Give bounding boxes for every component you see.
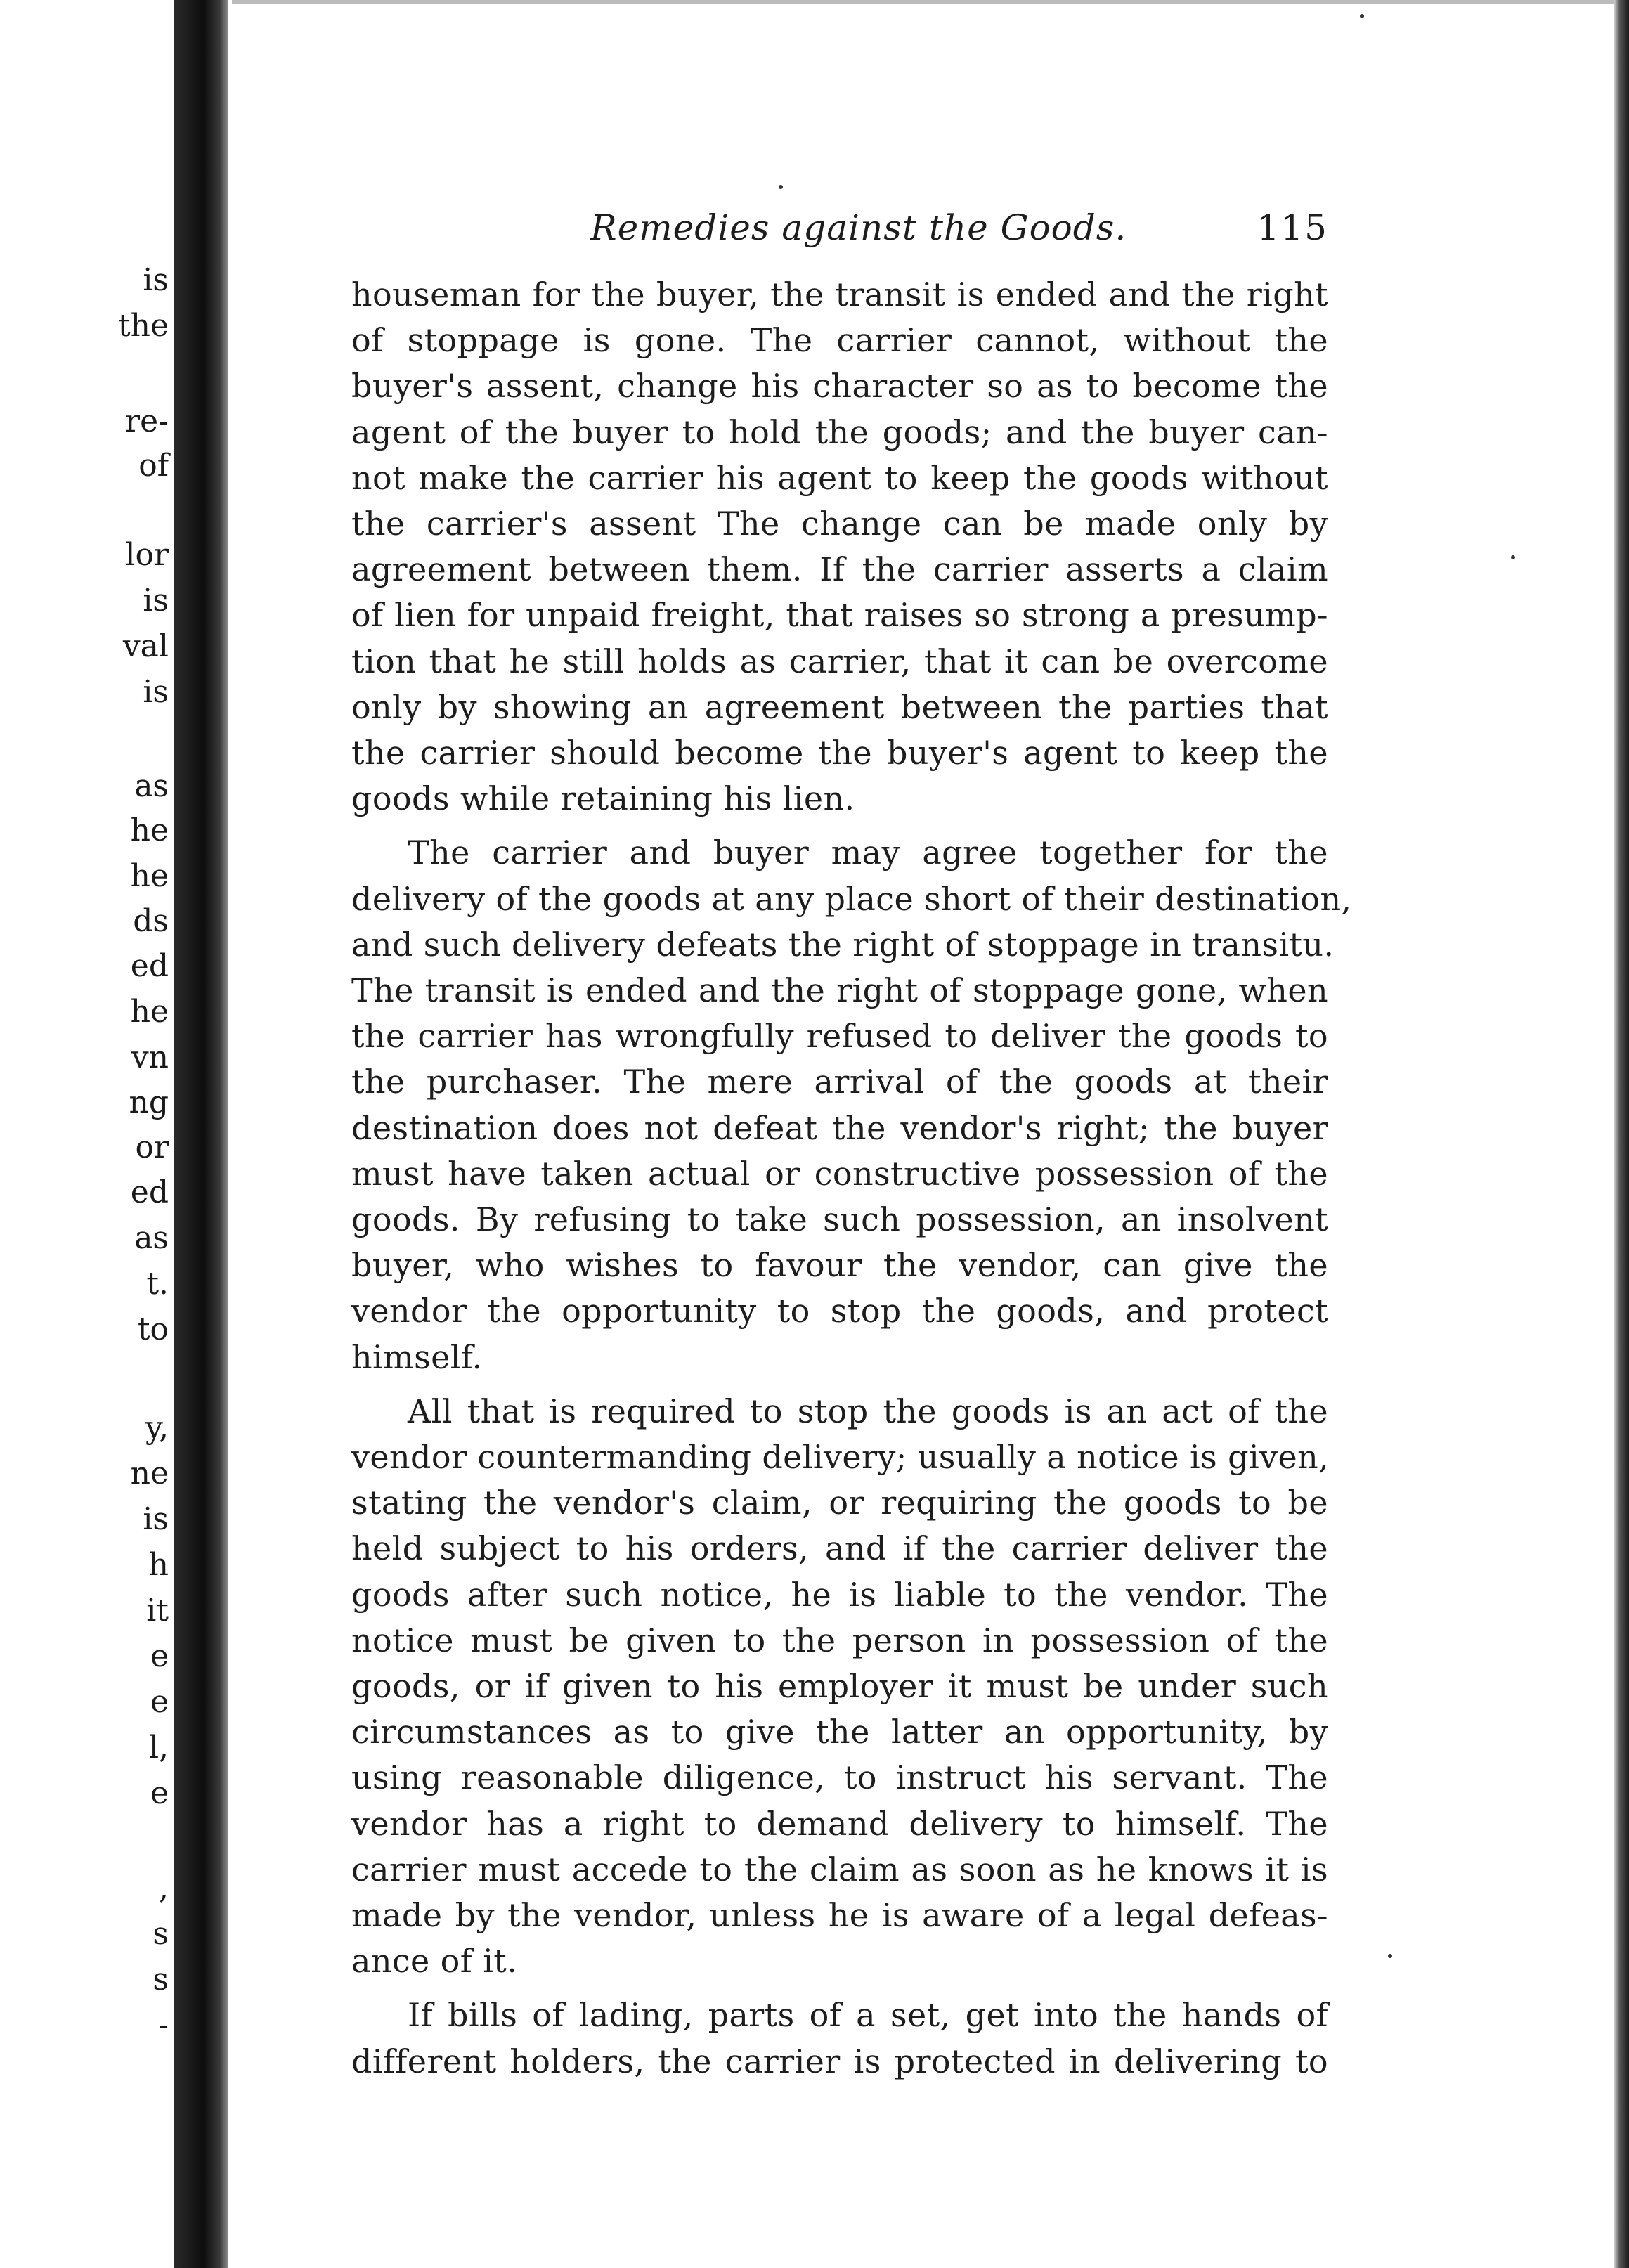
- text-line: made by the vendor, unless he is aware of a legal defeas-: [351, 1896, 1328, 1934]
- facing-page-fragment: lor: [125, 537, 169, 573]
- text-line: goods. By refusing to take such possession, an insolvent: [351, 1200, 1328, 1238]
- facing-page-fragment: val: [122, 628, 169, 664]
- facing-page-fragment: e: [150, 1684, 169, 1720]
- facing-page-fragment: it: [146, 1593, 169, 1628]
- facing-page-fragment: vn: [131, 1039, 169, 1075]
- facing-page-fragment: l,: [148, 1730, 169, 1765]
- facing-page-fragment: is: [143, 1501, 169, 1537]
- scan-speck: [779, 185, 783, 189]
- facing-page-fragment: as: [134, 768, 169, 804]
- text-line: agreement between them. If the carrier asserts a claim: [351, 550, 1328, 589]
- text-line: of stoppage is gone. The carrier cannot, without the: [351, 321, 1328, 360]
- text-line: notice must be given to the person in possession of the: [351, 1621, 1328, 1659]
- book-gutter-shadow: [174, 0, 228, 2268]
- text-line: vendor the opportunity to stop the goods, and protect: [351, 1292, 1328, 1330]
- scan-top-edge: [232, 0, 1614, 4]
- facing-page-fragment: he: [130, 994, 169, 1030]
- facing-page-fragment: is: [143, 583, 169, 618]
- text-line: If bills of lading, parts of a set, get into the hands of: [408, 1996, 1328, 2035]
- text-line: held subject to his orders, and if the carrier deliver the: [351, 1529, 1328, 1568]
- text-line: not make the carrier his agent to keep the goods without: [351, 458, 1328, 497]
- facing-page-fragment: is: [143, 262, 169, 298]
- facing-page-fragment: h: [148, 1547, 169, 1583]
- facing-page-fragment: s: [152, 1962, 169, 1997]
- running-head-title: Remedies against the Goods.: [590, 207, 1127, 248]
- text-line: carrier must accede to the claim as soon as he knows it is: [351, 1850, 1328, 1888]
- text-line: goods after such notice, he is liable to the vendor. The: [351, 1575, 1328, 1614]
- text-line: tion that he still holds as carrier, that it can be overcome: [351, 642, 1328, 680]
- facing-page-fragment: or: [135, 1129, 169, 1165]
- text-line: destination does not defeat the vendor's right; the buyer: [351, 1108, 1328, 1147]
- text-line: only by showing an agreement between the parties that: [351, 687, 1328, 726]
- text-line: vendor has a right to demand delivery to himself. The: [351, 1804, 1328, 1843]
- facing-page-fragment: ed: [130, 948, 169, 984]
- facing-page-fragment: e: [150, 1775, 169, 1811]
- text-line: the carrier should become the buyer's agent to keep the: [351, 734, 1328, 772]
- facing-page-fragment: to: [137, 1311, 169, 1347]
- text-line: The transit is ended and the right of stoppage gone, when: [351, 971, 1328, 1009]
- body-text: [351, 274, 1352, 2101]
- scan-speck: [1360, 14, 1364, 18]
- text-line: vendor countermanding delivery; usually a notice is given,: [351, 1438, 1330, 1476]
- facing-page-fragment: -: [158, 2007, 169, 2043]
- facing-page-fragment: he: [130, 858, 169, 894]
- facing-page-fragment: of: [138, 448, 169, 484]
- text-line: circumstances as to give the latter an opportunity, by: [351, 1713, 1328, 1751]
- text-line: houseman for the buyer, the transit is ended and the right: [351, 276, 1328, 313]
- facing-page-fragment: ne: [130, 1456, 169, 1491]
- text-line: must have taken actual or constructive possession of the: [351, 1154, 1328, 1193]
- text-line: buyer's assent, change his character so as to become the: [351, 367, 1328, 406]
- text-line: the carrier has wrongfully refused to deliver the goods to: [351, 1017, 1328, 1056]
- text-line: himself.: [351, 1337, 483, 1376]
- text-line: using reasonable diligence, to instruct his servant. The: [351, 1758, 1328, 1797]
- facing-page-fragments: [0, 0, 169, 2268]
- text-line: The carrier and buyer may agree together for the: [408, 834, 1328, 872]
- facing-page-fragment: y,: [145, 1410, 169, 1446]
- facing-page-fragment: re-: [125, 403, 169, 439]
- facing-page-fragment: as: [134, 1220, 169, 1256]
- text-line: the purchaser. The mere arrival of the goods at their: [351, 1063, 1328, 1101]
- facing-page-fragment: e: [150, 1638, 169, 1674]
- text-line: goods while retaining his lien.: [351, 779, 855, 818]
- text-line: All that is required to stop the goods is an act of the: [408, 1392, 1328, 1430]
- facing-page-fragment: ds: [133, 903, 169, 939]
- running-head: [351, 207, 1328, 257]
- text-line: stating the vendor's claim, or requiring the goods to be: [351, 1484, 1328, 1522]
- text-line: different holders, the carrier is protected in delivering to: [351, 2042, 1328, 2080]
- scan-right-edge: [1614, 0, 1629, 2268]
- scan-speck: [1388, 1954, 1392, 1958]
- text-line: of lien for unpaid freight, that raises so strong a presump-: [351, 596, 1328, 635]
- facing-page-fragment: ,: [159, 1870, 169, 1906]
- text-line: delivery of the goods at any place short of their destination,: [351, 879, 1352, 918]
- facing-page-fragment: ed: [130, 1174, 169, 1210]
- text-line: agent of the buyer to hold the goods; and the buyer can-: [351, 413, 1328, 451]
- facing-page-fragment: he: [130, 812, 169, 848]
- text-line: the carrier's assent The change can be made only by: [351, 505, 1328, 543]
- facing-page-fragment: the: [117, 308, 169, 344]
- facing-page-fragment: ng: [129, 1084, 169, 1120]
- facing-page-fragment: is: [143, 674, 169, 710]
- page-number: 115: [1257, 207, 1328, 248]
- text-line: buyer, who wishes to favour the vendor, can give the: [351, 1246, 1328, 1285]
- facing-page-fragment: t.: [146, 1266, 169, 1302]
- scan-speck: [1511, 555, 1515, 559]
- text-line: and such delivery defeats the right of stoppage in transitu.: [351, 925, 1335, 964]
- facing-page-fragment: s: [152, 1916, 169, 1952]
- text-line: goods, or if given to his employer it must be under such: [351, 1667, 1328, 1705]
- text-line: ance of it.: [351, 1942, 518, 1981]
